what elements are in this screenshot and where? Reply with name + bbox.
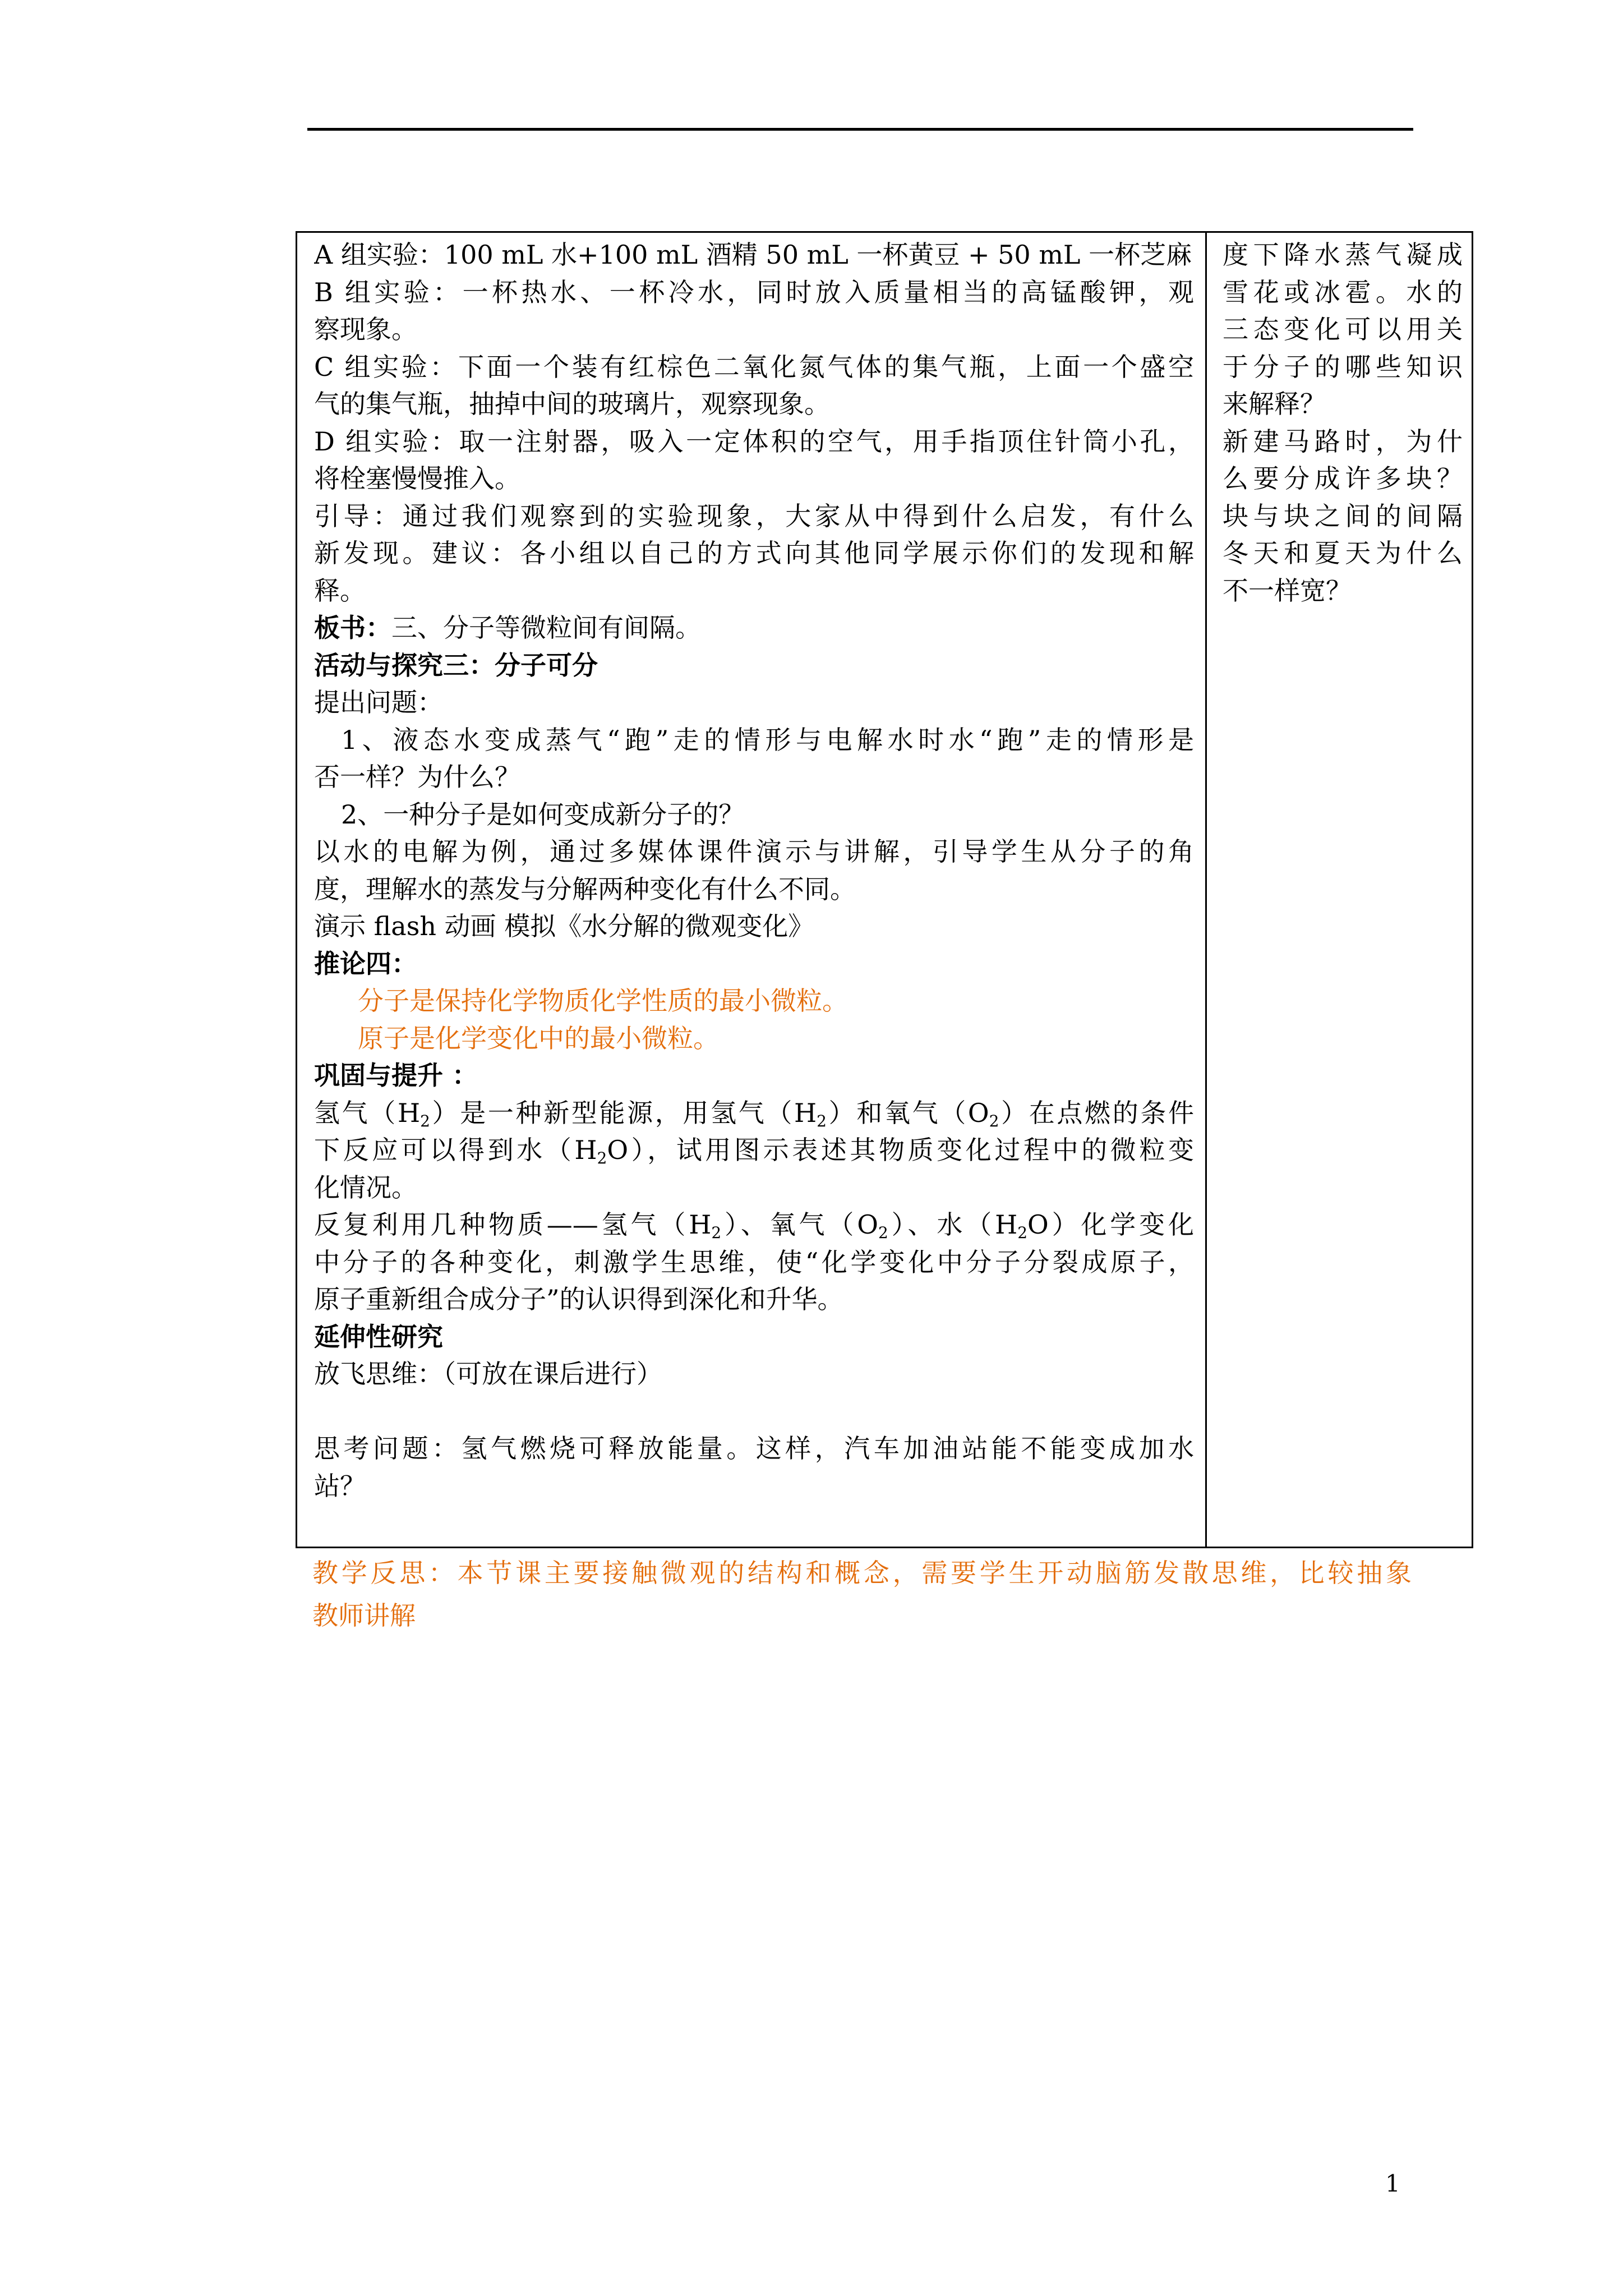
reflection-line-2: 教师讲解 [312,1600,416,1631]
question-1-line-2: 否一样？为什么？ [314,762,520,792]
side-line-2: 雪花或冰雹。水的 [1223,277,1463,307]
blackboard-text: 三、分子等微粒间有间隔。 [391,613,701,643]
molecule-definition: 分子是保持化学物质化学性质的最小微粒。 [358,986,848,1016]
question-1-line-1: 1、液态水变成蒸气“跑”走的情形与电解水时水“跑”走的情形是 [341,724,1194,755]
blackboard-label: 板书： [314,613,391,643]
lesson-table [296,231,1473,1548]
hydrogen-line-3: 化情况。 [314,1172,417,1203]
side-line-4: 于分子的哪些知识 [1223,351,1463,382]
blackboard-line [314,609,1194,647]
experiment-c-line-1: C 组实验：下面一个装有红棕色二氧化氮气体的集气瓶，上面一个盛空 [314,351,1194,382]
think-question-line-1: 思考问题：氢气燃烧可释放能量。这样，汽车加油站能不能变成加水 [314,1433,1194,1464]
side-line-5: 来解释？ [1223,389,1326,419]
guidance-line-2: 新发现。建议：各小组以自己的方式向其他同学展示你们的发现和解 [314,538,1194,568]
side-column [1207,233,1472,1547]
think-question-line-2: 站？ [314,1470,366,1501]
side-line-7: 么要分成许多块？ [1223,463,1463,494]
experiment-b-line-2: 察现象。 [314,314,417,344]
flash-demo-line: 演示 flash 动画 模拟《水分解的微观变化》 [314,911,814,941]
electrolysis-line-2: 度，理解水的蒸发与分解两种变化有什么不同。 [314,873,856,904]
experiment-d-line-1: D 组实验：取一注射器，吸入一定体积的空气，用手指顶住针筒小孔， [314,426,1194,457]
experiment-b-line-1: B 组实验：一杯热水、一杯冷水，同时放入质量相当的高锰酸钾，观 [314,277,1194,307]
side-line-8: 块与块之间的间隔 [1223,500,1463,531]
blank-line [314,1393,1194,1430]
hydrogen-line-1: 氢气$(H_2)$是一种新型能源，用氢气$(H_2)$和氧气$(O_2)$在点燃的条件 [314,1097,1194,1130]
electrolysis-line-1: 以水的电解为例，通过多媒体课件演示与讲解，引导学生从分子的角 [314,836,1194,867]
experiment-c-line-2: 气的集气瓶，抽掉中间的玻璃片，观察现象。 [314,389,830,419]
guidance-line-1: 引导：通过我们观察到的实验现象，大家从中得到什么启发，有什么 [314,500,1194,531]
experiment-a-line: A 组实验：100 mL 水+100 mL 酒精 50 mL 一杯黄豆 + 50 mL 一杯芝麻 [314,240,1192,270]
guidance-line-3: 释。 [314,575,366,606]
side-line-9: 冬天和夏天为什么 [1223,538,1463,568]
page-number: 1 [1385,2170,1400,2197]
side-line-3: 三态变化可以用关 [1223,314,1463,344]
repeat-line-2: 中分子的各种变化，刺激学生思维，使“化学变化中分子分裂成原子， [314,1246,1194,1277]
repeat-line-3: 原子重新组合成分子”的认识得到深化和升华。 [314,1284,843,1314]
side-line-1: 度下降水蒸气凝成 [1223,240,1463,270]
free-thinking-line: 放飞思维：（可放在课后进行） [314,1359,662,1389]
repeat-line-1: 反复利用几种物质——氢气$(H_2)$、氧气$(O_2)$、水$(H_2O)$化学变化 [314,1209,1194,1242]
header-rule [307,128,1413,131]
main-column [297,233,1207,1547]
experiment-d-line-2: 将栓塞慢慢推入。 [314,463,520,494]
side-line-6: 新建马路时，为什 [1223,426,1463,457]
inference-four-heading: 推论四： [314,948,417,979]
teaching-reflection [312,1552,1412,1637]
extension-heading: 延伸性研究 [314,1321,443,1352]
activity-three-heading: 活动与探究三：分子可分 [314,650,598,680]
reflection-line-1: 教学反思：本节课主要接触微观的结构和概念，需要学生开动脑筋发散思维，比较抽象 [312,1558,1412,1588]
question-2: 2、一种分子是如何变成新分子的？ [341,799,745,830]
side-line-10: 不一样宽？ [1223,575,1352,606]
question-intro: 提出问题： [314,687,443,717]
hydrogen-line-2: 下反应可以得到水$(H_2O)$，试用图示表述其物质变化过程中的微粒变 [314,1135,1194,1167]
atom-definition: 原子是化学变化中的最小微粒。 [358,1023,719,1053]
consolidation-heading: 巩固与提升 ： [314,1060,478,1091]
